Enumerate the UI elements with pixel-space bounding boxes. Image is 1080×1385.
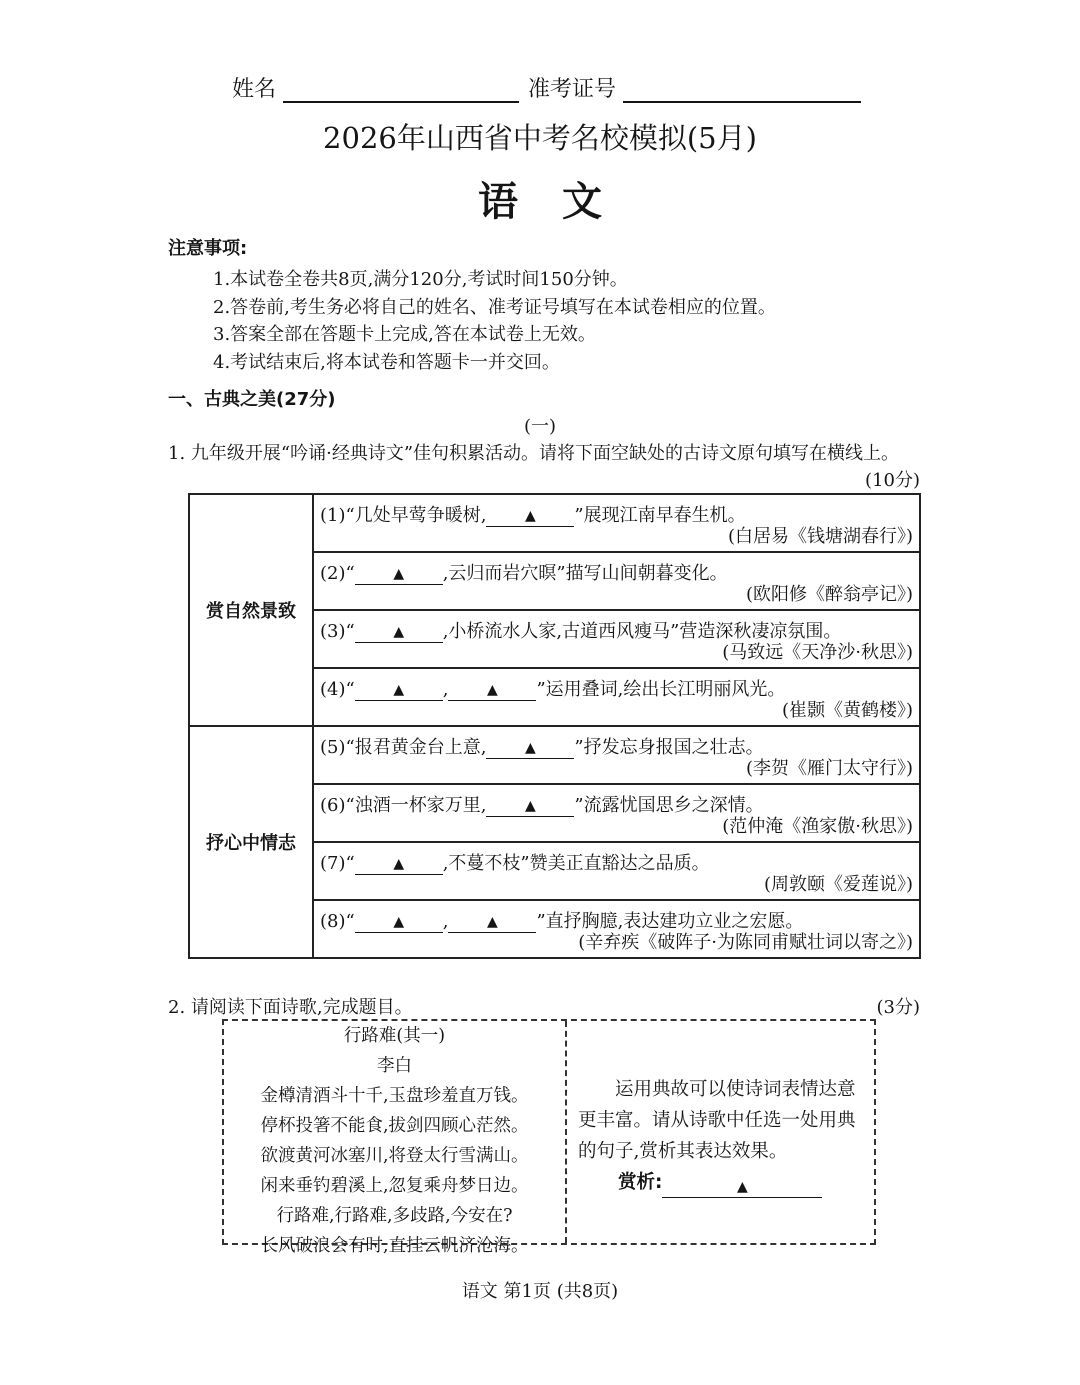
poem-line: 停杯投箸不能食,拔剑四顾心茫然。 [260,1116,529,1136]
item-suffix: ,不蔓不枝”赞美正直豁达之品质。 [442,853,710,874]
notice-item: 1.本试卷全卷共8页,满分120分,考试时间150分钟。 [213,269,628,290]
item-prefix: (8)“ [320,911,355,932]
answer-blank[interactable]: ▲ [355,854,443,875]
dashed-divider [565,1021,567,1243]
answer-blank[interactable]: ▲ [355,564,443,585]
answer-row [578,1167,868,1198]
fill-item-2 [314,553,919,609]
exam-title: 2026年山西省中考名校模拟(5月) [323,121,757,155]
fill-item-4 [314,669,919,725]
answer-blank[interactable]: ▲ [355,912,443,933]
poetry-fill-table [188,493,921,959]
exam-id-label: 准考证号 [528,77,617,102]
answer-blank[interactable]: ▲ [486,506,574,527]
item-source: (马致远《天净沙·秋思》) [722,642,913,663]
notice-item: 4.考试结束后,将本试卷和答题卡一并交回。 [213,352,560,373]
answer-blank[interactable]: ▲ [662,1177,822,1198]
item-suffix: ,云归而岩穴暝”描写山间朝暮变化。 [442,563,728,584]
item-source: (辛弃疾《破阵子·为陈同甫赋壮词以寄之》) [578,932,913,953]
item-prefix: (5)“报君黄金台上意, [320,737,487,758]
answer-blank[interactable]: ▲ [355,622,443,643]
question-2-score: (3分) [876,997,920,1018]
fill-item-5 [314,727,919,783]
item-separator: , [442,911,449,932]
question-1-score: (10分) [865,470,920,491]
question-2-prompt: 2. 请阅读下面诗歌,完成题目。 [168,997,413,1018]
subject-title: 语文 [478,178,646,225]
section-heading: 一、古典之美(27分) [168,389,336,410]
answer-blank[interactable]: ▲ [448,912,536,933]
item-suffix: ”抒发忘身报国之壮志。 [574,737,764,758]
name-label: 姓名 [232,77,277,102]
fill-item-3 [314,611,919,667]
item-prefix: (1)“几处早莺争暖树, [320,505,487,526]
item-suffix: ”运用叠词,绘出长江明丽风光。 [536,679,786,700]
answer-blank[interactable]: ▲ [486,738,574,759]
item-suffix: ”展现江南早春生机。 [574,505,746,526]
fill-item-8 [314,901,919,957]
category-nature: 赏自然景致 [189,494,313,726]
question-1-prompt: 1. 九年级开展“吟诵·经典诗文”佳句积累活动。请将下面空缺处的古诗文原句填写在横线上。 [168,443,900,464]
item-prefix: (4)“ [320,679,355,700]
item-prefix: (3)“ [320,621,355,642]
fill-item-6 [314,785,919,841]
poem-line: 长风破浪会有时,直挂云帆济沧海。 [260,1236,529,1256]
item-source: (李贺《雁门太守行》) [745,758,913,779]
item-source: (范仲淹《渔家傲·秋思》) [722,816,913,837]
item-source: (周敦颐《爱莲说》) [763,874,913,895]
item-source: (欧阳修《醉翁亭记》) [745,584,913,605]
answer-blank[interactable]: ▲ [448,680,536,701]
poem-line: 闲来垂钓碧溪上,忽复乘舟梦日边。 [260,1176,529,1196]
name-blank[interactable] [283,77,519,103]
fill-item-7 [314,843,919,899]
answer-label: 赏析: [618,1172,663,1193]
poem-author: 李白 [377,1056,412,1076]
poem-question-box [222,1019,876,1256]
task-instructions: 运用典故可以使诗词表情达意更丰富。请从诗歌中任选一处用典的句子,赏析其表达效果。 [578,1079,856,1162]
poem-title: 行路难(其一) [343,1026,446,1046]
answer-blank[interactable]: ▲ [486,796,574,817]
poem-line: 行路难,行路难,多歧路,今安在? [276,1206,513,1226]
answer-blank[interactable]: ▲ [355,680,443,701]
category-emotion: 抒心中情志 [189,726,313,958]
item-prefix: (6)“浊酒一杯家万里, [320,795,487,816]
exam-id-blank[interactable] [623,77,861,103]
fill-item-1 [314,495,919,551]
poem-panel [224,1021,565,1261]
item-prefix: (2)“ [320,563,355,584]
item-prefix: (7)“ [320,853,355,874]
item-suffix: ”直抒胸臆,表达建功立业之宏愿。 [536,911,804,932]
page-footer: 语文 第1页 (共8页) [461,1281,619,1302]
candidate-info-line [232,72,861,103]
item-source: (崔颢《黄鹤楼》) [781,700,913,721]
item-suffix: ,小桥流水人家,古道西风瘦马”营造深秋凄凉氛围。 [442,621,842,642]
subsection-heading: (一) [523,416,557,437]
task-panel [578,1074,868,1198]
item-source: (白居易《钱塘湖春行》) [727,526,913,547]
item-separator: , [442,679,449,700]
poem-line: 欲渡黄河冰塞川,将登太行雪满山。 [260,1146,529,1166]
item-suffix: ”流露忧国思乡之深情。 [574,795,764,816]
poem-line: 金樽清酒斗十千,玉盘珍羞直万钱。 [260,1086,529,1106]
notice-item: 3.答案全部在答题卡上完成,答在本试卷上无效。 [213,324,596,345]
notice-heading: 注意事项: [168,238,248,259]
notice-item: 2.答卷前,考生务必将自己的姓名、准考证号填写在本试卷相应的位置。 [213,297,776,318]
